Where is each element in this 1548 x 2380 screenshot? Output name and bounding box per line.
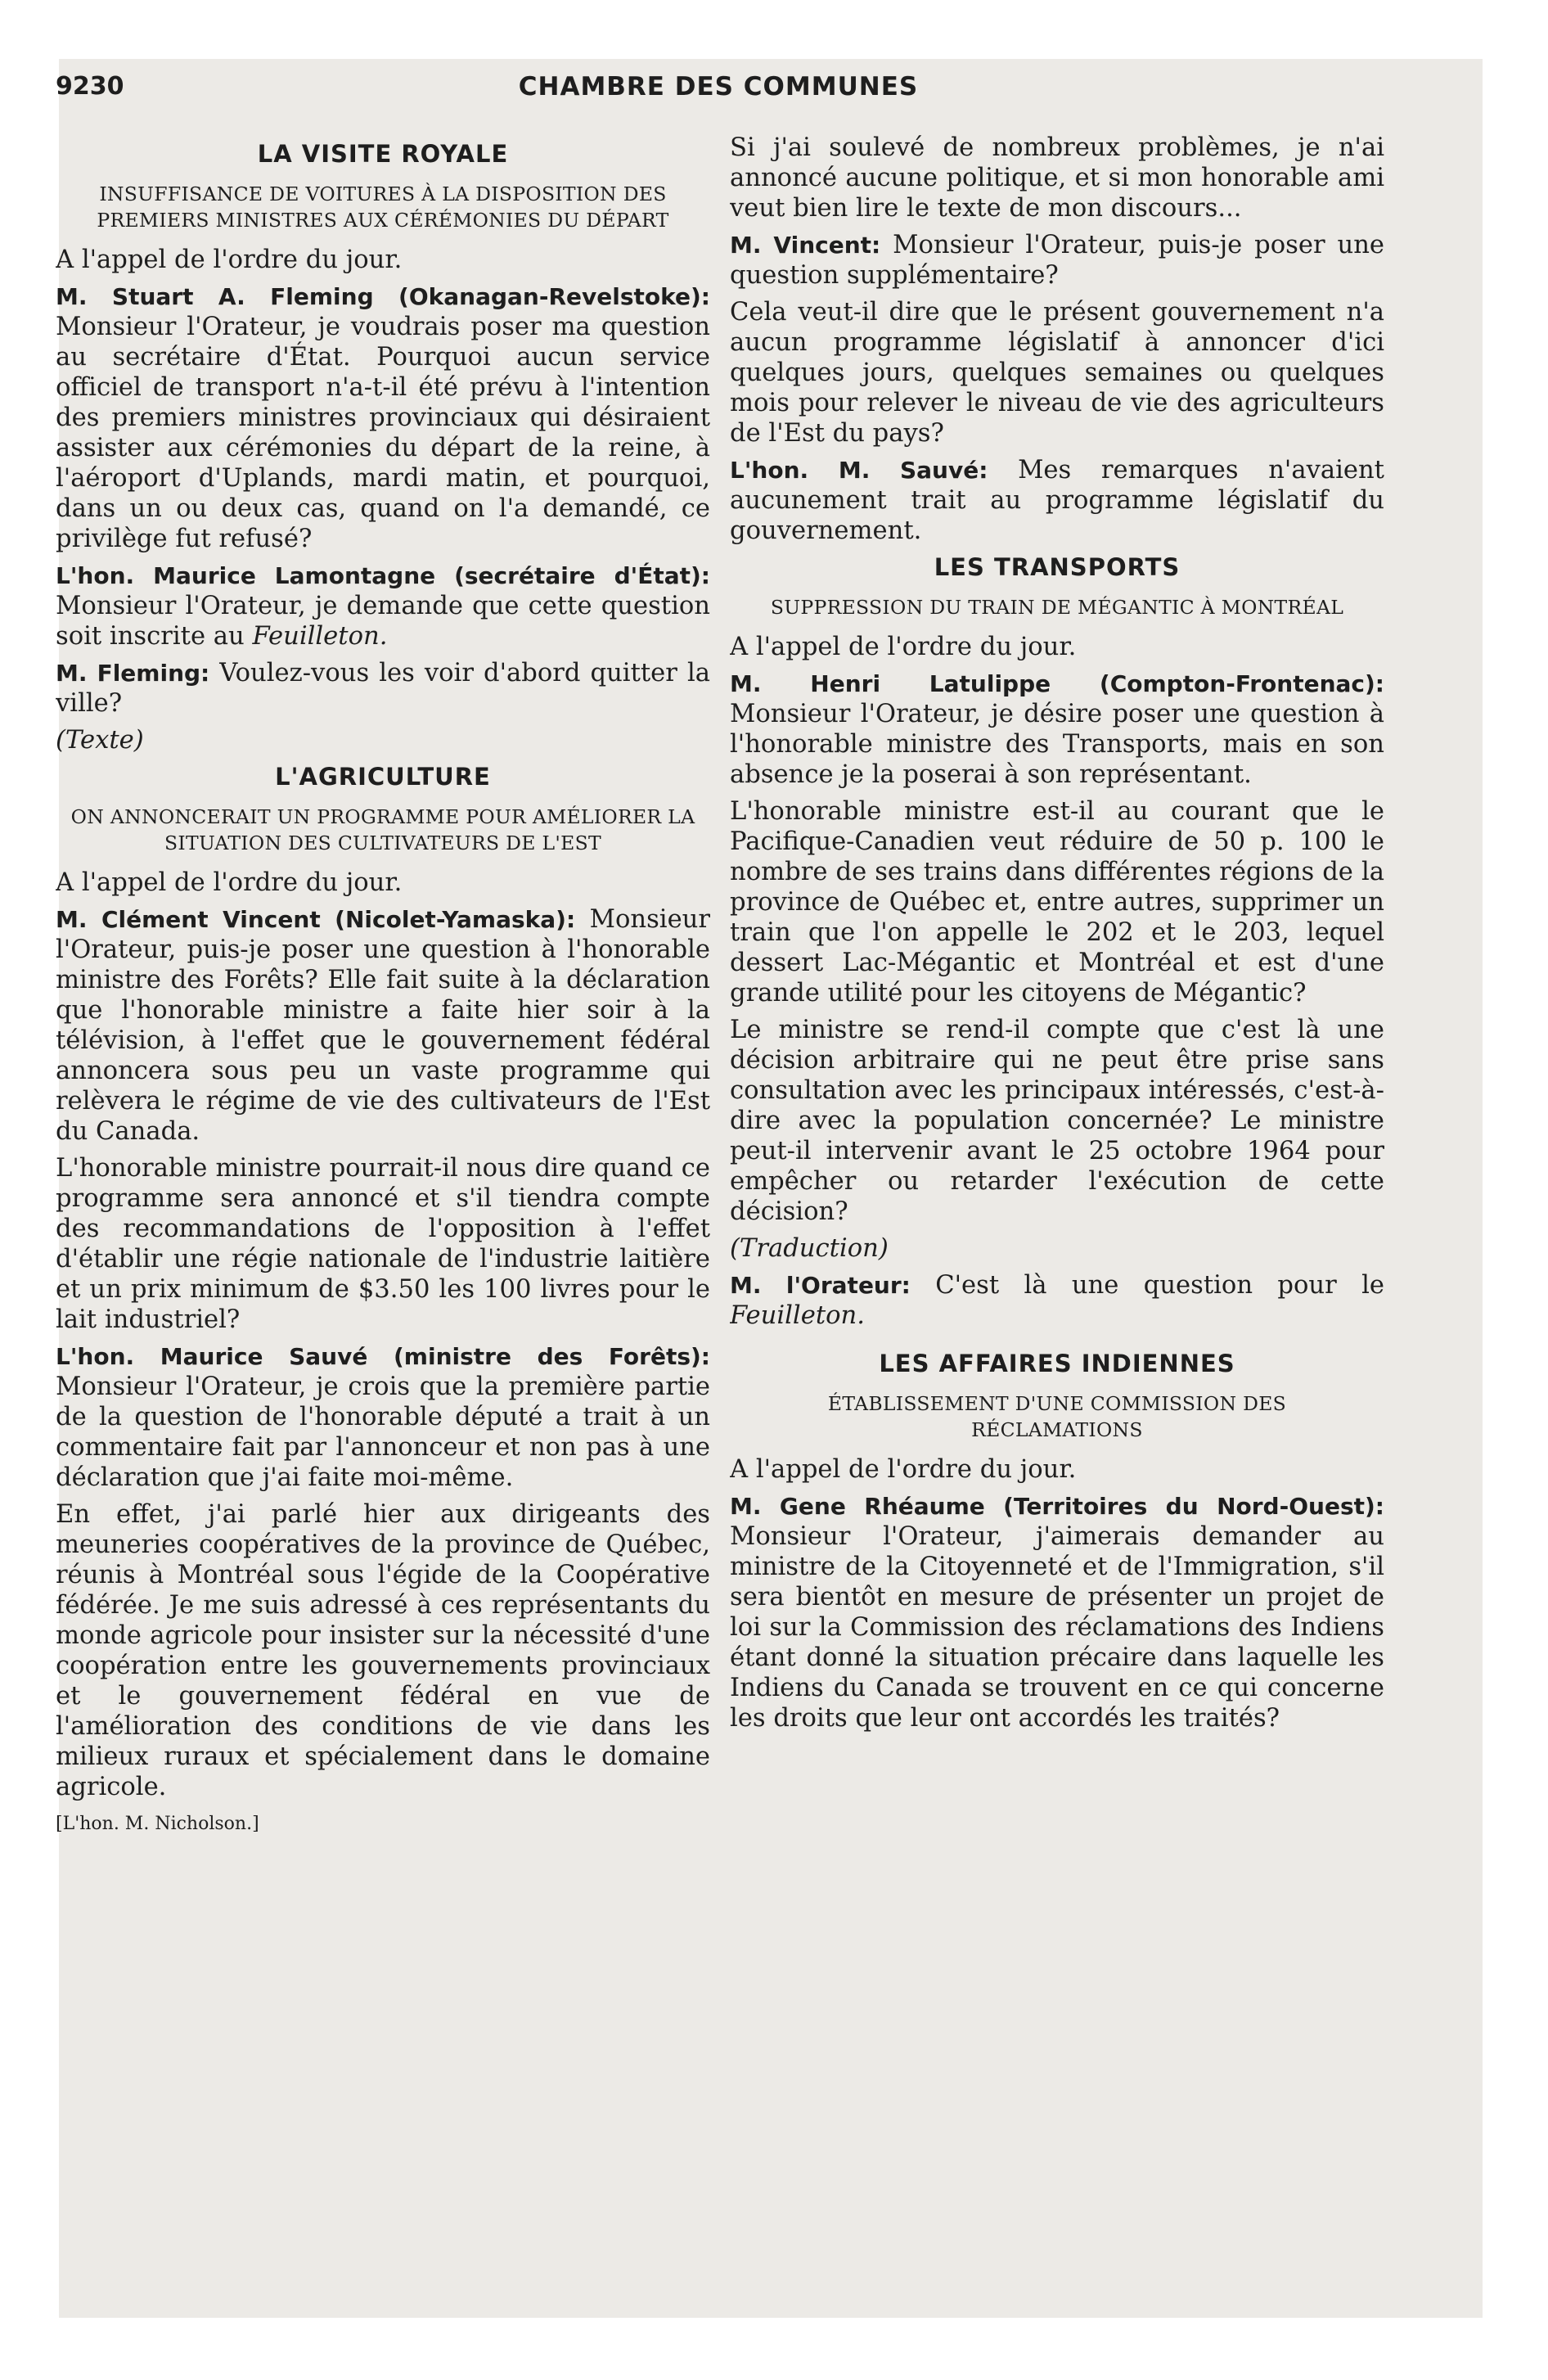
- order-call-4: A l'appel de l'ordre du jour.: [730, 1455, 1077, 1484]
- speaker-sauve-2: L'hon. M. Sauvé:: [730, 457, 988, 484]
- order-call-3: A l'appel de l'ordre du jour.: [730, 633, 1077, 661]
- traduction-tag: (Traduction): [730, 1234, 889, 1263]
- speaker-vincent-2: M. Vincent:: [730, 232, 881, 259]
- paragraph-latulippe-2: L'honorable ministre est-il au courant que le Pacifique-Canadien veut réduire de 50 p. 100 le nombre de ses trains dans différentes régions de la province de Québec et, entre autres, supprimer un train que l'on appelle le 202 et le 203, lequel dessert Lac-Mégantic et Montréal et est d'une grande utilité pour les citoyens de Mégantic?: [730, 797, 1384, 1007]
- section-title-agriculture: L'AGRICULTURE: [275, 763, 491, 791]
- speaker-sauve: L'hon. Maurice Sauvé (ministre des Forêts):: [56, 1343, 710, 1370]
- footer-note: [L'hon. M. Nicholson.]: [56, 1814, 259, 1834]
- paragraph-sauve-4: L'hon. M. Sauvé: Mes remarques n'avaient aucunement trait au programme législatif du gouvernement.: [730, 456, 1384, 545]
- speaker-rheaume: M. Gene Rhéaume (Territoires du Nord-Ouest):: [730, 1493, 1384, 1520]
- section-subtitle-visite-royale: INSUFFISANCE DE VOITURES À LA DISPOSITION DES PREMIERS MINISTRES AUX CÉRÉMONIES DU DÉPART: [97, 183, 669, 232]
- section-subtitle-affaires-indiennes: ÉTABLISSEMENT D'UNE COMMISSION DES RÉCLAMATIONS: [827, 1392, 1287, 1441]
- order-call-2: A l'appel de l'ordre du jour.: [56, 868, 403, 897]
- speaker-orateur: M. l'Orateur:: [730, 1272, 911, 1299]
- paragraph-vincent: M. Clément Vincent (Nicolet-Yamaska): Monsieur l'Orateur, puis-je poser une question à l'honorable ministre des Forêts? Elle fait suite à la déclaration que l'honorable ministre a faite hier soir à la télévision, à l'effet que le gouvernement fédéral annoncera sous peu un vaste programme qui relèvera le régime de vie des cultivateurs de l'Est du Canada.: [56, 905, 710, 1146]
- paragraph-latulippe-3: Le ministre se rend-il compte que c'est là une décision arbitraire qui ne peut être prise sans consultation avec les principaux intéressés, c'est-à-dire avec la population concernée? Le ministre peut-il intervenir avant le 25 octobre 1964 pour empêcher ou retarder l'exécution de cette décision?: [730, 1016, 1384, 1226]
- section-title-visite-royale: LA VISITE ROYALE: [257, 140, 509, 168]
- order-call: A l'appel de l'ordre du jour.: [56, 246, 403, 274]
- paragraph-vincent-2: L'honorable ministre pourrait-il nous dire quand ce programme sera annoncé et s'il tiendra compte des recommandations de l'opposition à l'effet d'établir une régie nationale de l'industrie laitière et un prix minimum de $3.50 les 100 livres pour le lait industriel?: [56, 1154, 710, 1334]
- speaker-fleming-2: M. Fleming:: [56, 660, 210, 687]
- page-number: 9230: [56, 72, 124, 101]
- paragraph-fleming-reply: M. Fleming: Voulez-vous les voir d'abord quitter la ville?: [56, 659, 710, 718]
- right-column: [730, 133, 1384, 2244]
- paragraph-sauve: L'hon. Maurice Sauvé (ministre des Forêts): Monsieur l'Orateur, je crois que la première partie de la question de l'honorable député a trait à un commentaire fait par l'annonceur et non pas à une déclaration que j'ai faite moi-même.: [56, 1343, 710, 1492]
- running-header: [56, 72, 1381, 108]
- left-column: [56, 133, 710, 2244]
- speaker-vincent: M. Clément Vincent (Nicolet-Yamaska):: [56, 906, 576, 933]
- section-title-affaires-indiennes: LES AFFAIRES INDIENNES: [879, 1350, 1235, 1377]
- paragraph-vincent-4: Cela veut-il dire que le présent gouvernement n'a aucun programme législatif à annoncer d'ici quelques jours, quelques semaines ou quelques mois pour relever le niveau de vie des agriculteurs de l'Est du pays?: [730, 298, 1384, 448]
- texte-tag: (Texte): [56, 726, 144, 755]
- speaker-fleming: M. Stuart A. Fleming (Okanagan-Revelstoke):: [56, 283, 710, 310]
- paragraph-rheaume: M. Gene Rhéaume (Territoires du Nord-Ouest): Monsieur l'Orateur, j'aimerais demander au ministre de la Citoyenneté et de l'Immigration, s'il sera bientôt en mesure de présenter un projet de loi sur la Commission des réclamations des Indiens étant donné la situation précaire dans laquelle les Indiens du Canada se trouvent en ce qui concerne les droits que leur ont accordés les traités?: [730, 1493, 1384, 1733]
- section-subtitle-transports: SUPPRESSION DU TRAIN DE MÉGANTIC À MONTRÉAL: [770, 596, 1344, 619]
- paragraph-fleming: M. Stuart A. Fleming (Okanagan-Revelstoke): Monsieur l'Orateur, je voudrais poser ma question au secrétaire d'État. Pourquoi aucun service officiel de transport n'a-t-il été prévu à l'intention des premiers ministres provinciaux qui désiraient assister aux cérémonies du départ de la reine, à l'aéroport d'Uplands, mardi matin, et pourquoi, dans un ou deux cas, quand on l'a demandé, ce privilège fut refusé?: [56, 283, 710, 553]
- paragraph-latulippe: M. Henri Latulippe (Compton-Frontenac): Monsieur l'Orateur, je désire poser une question à l'honorable ministre des Transports, mais en son absence je la poserai à son représentant.: [730, 670, 1384, 789]
- speaker-lamontagne: L'hon. Maurice Lamontagne (secrétaire d'État):: [56, 562, 710, 589]
- paragraph-orateur: M. l'Orateur: C'est là une question pour le Feuilleton.: [730, 1271, 1384, 1330]
- header-title: CHAMBRE DES COMMUNES: [518, 72, 919, 101]
- paragraph-sauve-3: Si j'ai soulevé de nombreux problèmes, je n'ai annoncé aucune politique, et si mon honorable ami veut bien lire le texte de mon discours...: [730, 133, 1384, 223]
- speaker-latulippe: M. Henri Latulippe (Compton-Frontenac):: [730, 670, 1384, 697]
- section-subtitle-agriculture: ON ANNONCERAIT UN PROGRAMME POUR AMÉLIORER LA SITUATION DES CULTIVATEURS DE L'EST: [70, 805, 695, 854]
- paragraph-vincent-3: M. Vincent: Monsieur l'Orateur, puis-je poser une question supplémentaire?: [730, 231, 1384, 290]
- paragraph-sauve-2: En effet, j'ai parlé hier aux dirigeants des meuneries coopératives de la province de Québec, réunis à Montréal sous l'égide de la Coopérative fédérée. Je me suis adressé à ces représentants du monde agricole pour insister sur la nécessité d'une coopération entre les gouvernements provinciaux et le gouvernement fédéral en vue de l'amélioration des conditions de vie dans les milieux ruraux et spécialement dans le domaine agricole.: [56, 1500, 710, 1801]
- section-title-transports: LES TRANSPORTS: [934, 553, 1181, 581]
- paragraph-lamontagne: L'hon. Maurice Lamontagne (secrétaire d'État): Monsieur l'Orateur, je demande que cette question soit inscrite au Feuilleton.: [56, 562, 710, 651]
